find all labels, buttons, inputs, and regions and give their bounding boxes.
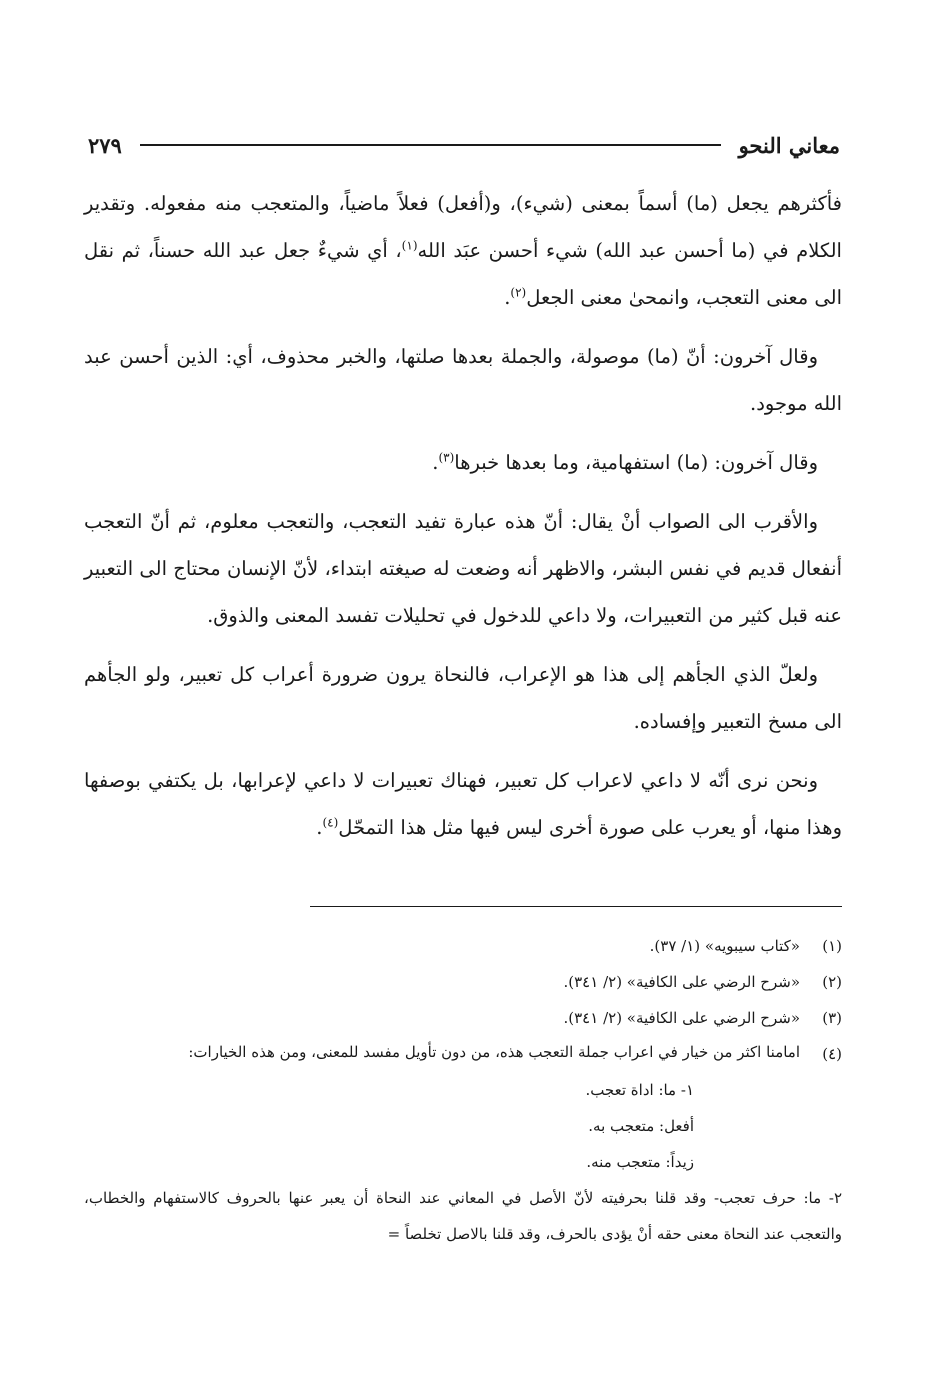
paragraph-text: ونحن نرى أنّه لا داعي لاعراب كل تعبير، فهناك تعبيرات لا داعي لإعرابها، بل يكتفي بوصفها وهذا منها، أو يعرب على صورة أخرى ليس فيها مثل هذا التمحّل xyxy=(84,769,842,839)
paragraph-text: . xyxy=(316,816,323,839)
paragraph-6 xyxy=(84,757,842,851)
paragraph-text: . xyxy=(504,286,511,309)
paragraph-text: . xyxy=(432,451,439,474)
footnote-number: (٤) xyxy=(822,1045,842,1063)
footnote-option-4: ٢- ما: حرف تعجب- وقد قلنا بحرفيته لأنّ الأصل في المعاني عند النحاة أن يعبر عنها بالحروف كالاستفهام والخطاب، والتعجب عند النحاة معنى حقه أنْ يؤدى بالحرف، وقد قلنا بالاصل تخلصاً = xyxy=(84,1189,842,1243)
paragraph-5 xyxy=(84,651,842,745)
paragraph-text: فأكثرهم يجعل (ما) أسماً بمعنى (شيء)، و(أفعل) فعلاً ماضياً، والمتعجب منه مفعوله. وتقدير الكلام في (ما أحسن عبد الله) شيء أحسن عبَد الله xyxy=(84,192,842,262)
footnote-text: «شرح الرضي على الكافية» (٢/ ٣٤١). xyxy=(563,973,800,991)
paragraph-3 xyxy=(84,439,842,486)
page-header xyxy=(88,128,840,162)
main-text xyxy=(84,180,842,863)
footnote-1 xyxy=(84,928,842,964)
footnote-2 xyxy=(84,964,842,1000)
footnote-reference[interactable]: (١) xyxy=(401,238,418,253)
footnote-number: (١) xyxy=(822,937,842,955)
paragraph-2 xyxy=(84,333,842,427)
footnote-text: «شرح الرضي على الكافية» (٢/ ٣٤١). xyxy=(563,1009,800,1027)
paragraph-4 xyxy=(84,498,842,639)
footnote-number: (٢) xyxy=(822,973,842,991)
footnote-reference[interactable]: (٤) xyxy=(322,815,339,830)
footnote-divider xyxy=(310,906,842,907)
paragraph-text: ، أي شيءٌ جعل عبد الله حسناً، ثم نقل الى معنى التعجب، وانمحىٰ معنى الجعل xyxy=(84,239,842,309)
footnote-4 xyxy=(84,1036,842,1072)
footnote-3 xyxy=(84,1000,842,1036)
footnote-reference[interactable]: (٢) xyxy=(510,285,527,300)
paragraph-text: وقال آخرون: (ما) استفهامية، وما بعدها خبرها xyxy=(454,451,818,474)
paragraph-text: والأقرب الى الصواب أنْ يقال: أنّ هذه عبارة تفيد التعجب، والتعجب معلوم، ثم أنّ التعجب أنفعال قديم في نفس البشر، والاظهر أنه وضعت له صيغته ابتداء، لأنّ الإنسان محتاج الى التعبير عنه قبل كثير من التعبيرات، ولا داعي للدخول في تحليلات تفسد المعنى والذوق. xyxy=(84,510,842,627)
footnote-option-1: ١- ما: اداة تعجب. xyxy=(585,1081,694,1099)
footnote-text: امامنا اكثر من خيار في اعراب جملة التعجب هذه، من دون تأويل مفسد للمعنى، ومن هذه الخيارات: xyxy=(188,1043,800,1061)
page-number: ٢٧٩ xyxy=(88,132,122,158)
footnote-reference[interactable]: (٣) xyxy=(438,450,455,465)
paragraph-text: وقال آخرون: أنّ (ما) موصولة، والجملة بعدها صلتها، والخبر محذوف، أي: الذين أحسن عبد الله موجود. xyxy=(84,345,842,415)
book-title: معاني النحو xyxy=(738,132,840,158)
footnote-option-3: زيداً: متعجب منه. xyxy=(586,1153,694,1171)
footnote-option-2: أفعل: متعجب به. xyxy=(588,1117,694,1135)
footnote-number: (٣) xyxy=(822,1009,842,1027)
paragraph-1 xyxy=(84,180,842,321)
footnote-text: «كتاب سيبويه» (١/ ٣٧). xyxy=(649,937,800,955)
paragraph-text: ولعلّ الذي الجأهم إلى هذا هو الإعراب، فالنحاة يرون ضرورة أعراب كل تعبير، ولو الجأهم الى مسخ التعبير وإفساده. xyxy=(84,663,842,733)
header-rule xyxy=(140,144,721,146)
footnotes xyxy=(84,928,842,1252)
